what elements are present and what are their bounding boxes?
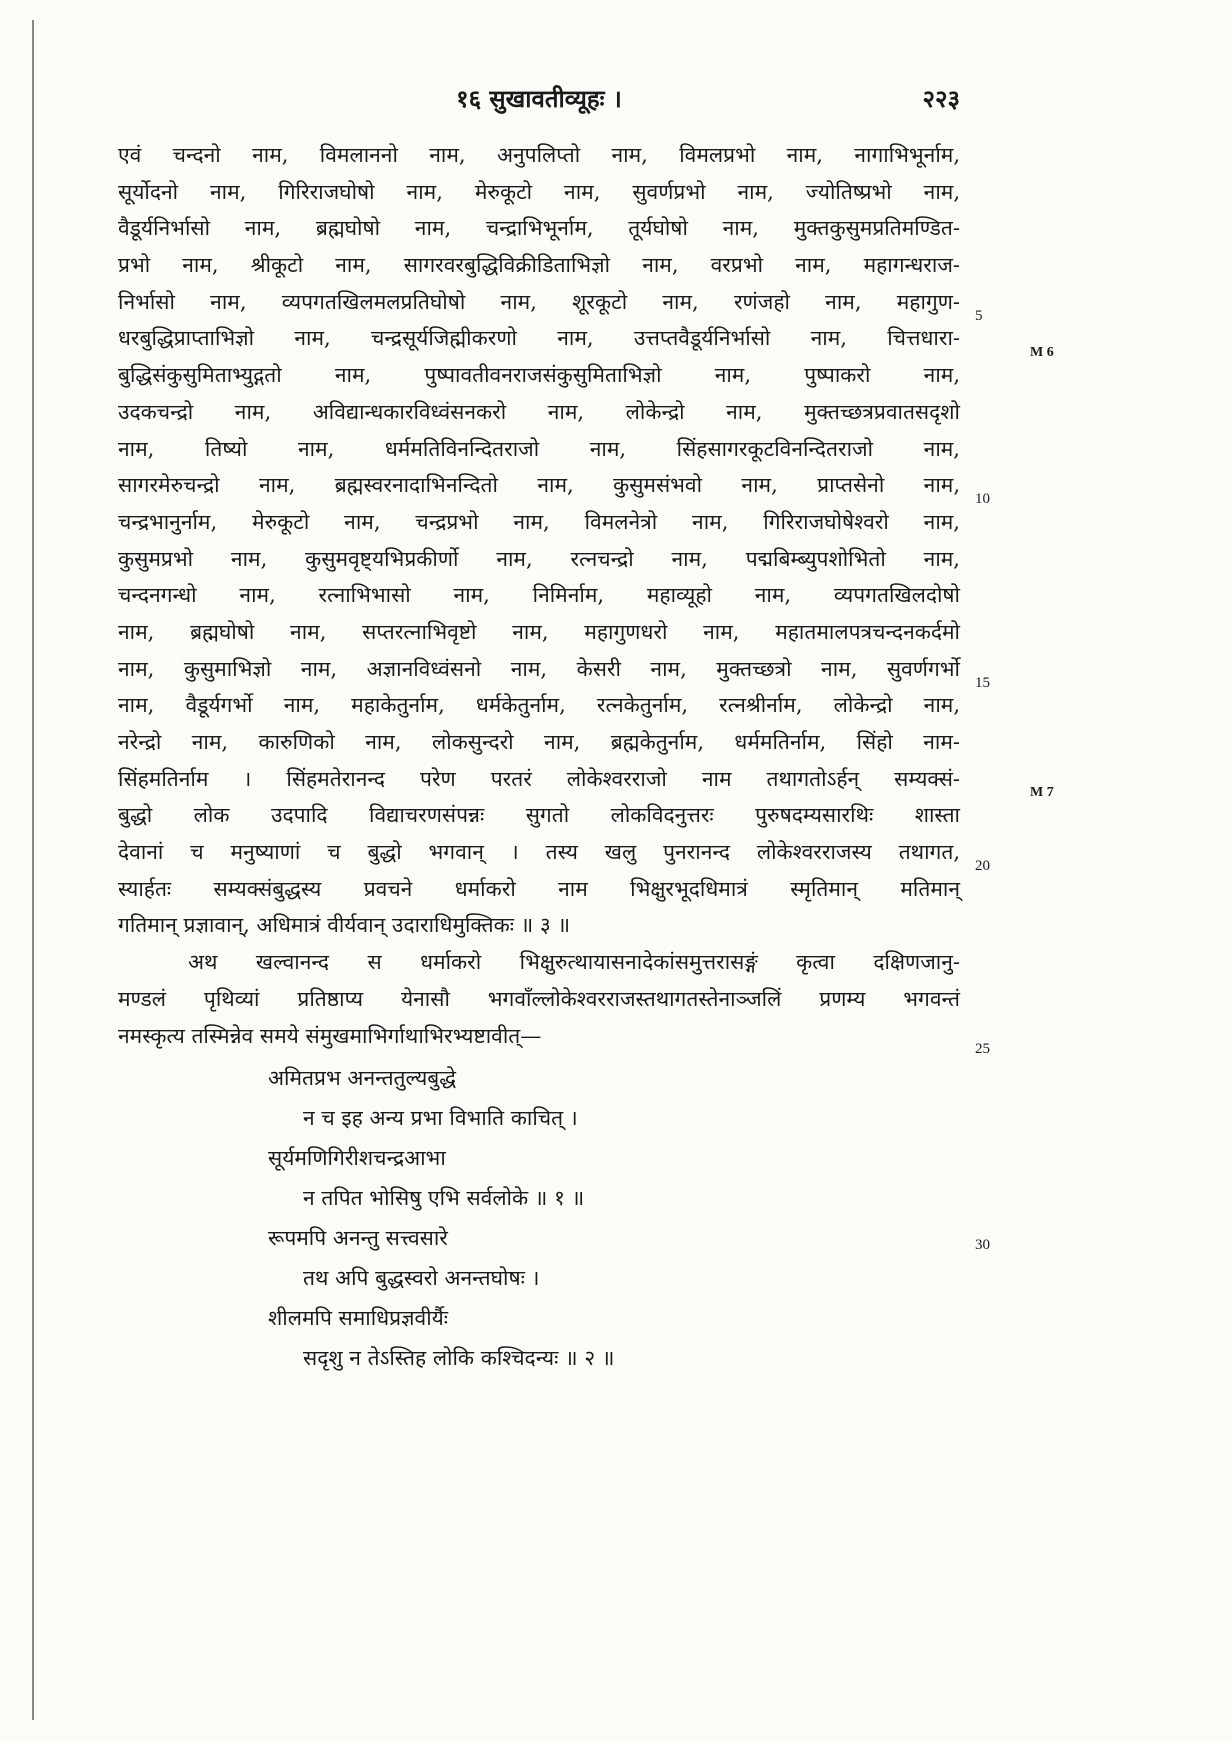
text-line: बुद्धिसंकुसुमिताभ्युद्गतो नाम, पुष्पावतीवनराजसंकुसुमिताभिज्ञो नाम, पुष्पाकरो नाम, [118,363,960,388]
text-line: बुद्धो लोक उदपादि विद्याचरणसंपन्नः सुगतो लोकविदनुत्तरः पुरुषदम्यसारथिः शास्ता [118,803,960,828]
text-line: एवं चन्दनो नाम, विमलाननो नाम, अनुपलिप्तो नाम, विमलप्रभो नाम, नागाभिभूर्नाम, [118,143,960,167]
margin-note-m7: M 7 [1030,785,1054,800]
prose-body [118,137,960,1054]
text-line: निर्भासो नाम, व्यपगतखिलमलप्रतिघोषो नाम, शूरकूटो नाम, रणंजहो नाम, महागुण- [118,289,960,314]
verse-line: न तपित भोसिषु एभि सर्वलोके ॥ १ ॥ [303,1186,585,1210]
text-line: नरेन्द्रो नाम, कारुणिको नाम, लोकसुन्दरो नाम, ब्रह्मकेतुर्नाम, धर्ममतिर्नाम, सिंहो नाम- [118,730,960,754]
page-number: २२३ [922,84,960,113]
text-line: उदकचन्द्रो नाम, अविद्यान्धकारविध्वंसनकरो नाम, लोकेन्द्रो नाम, मुक्तच्छत्रप्रवातसदृशो [118,399,960,424]
text-line: चन्दनगन्धो नाम, रत्नाभिभासो नाम, निमिर्नाम, महाव्यूहो नाम, व्यपगतखिलदोषो [118,583,960,608]
text-line: नाम, तिष्यो नाम, धर्ममतिविनन्दितराजो नाम, सिंहसागरकूटविनन्दितराजो नाम, [118,436,960,461]
text-line: चन्द्रभानुर्नाम, मेरुकूटो नाम, चन्द्रप्रभो नाम, विमलनेत्रो नाम, गिरिराजघोषेश्वरो नाम, [118,509,960,534]
text-line: सूर्योदनो नाम, गिरिराजघोषो नाम, मेरुकूटो नाम, सुवर्णप्रभो नाम, ज्योतिष्प्रभो नाम, [118,179,960,204]
text-line: देवानां च मनुष्याणां च बुद्धो भगवान् । तस्य खलु पुनरानन्द लोकेश्वरराजस्य तथागत, [118,840,960,865]
text-line: नाम, वैडूर्यगर्भो नाम, महाकेतुर्नाम, धर्मकेतुर्नाम, रत्नकेतुर्नाम, रत्नश्रीर्नाम, लोकेन्द्रो नाम, [118,693,960,718]
verse-line: शीलमपि समाधिप्रज्ञवीर्यैः [268,1306,449,1330]
text-line: नाम, ब्रह्मघोषो नाम, सप्तरत्नाभिवृष्टो नाम, महागुणधरो नाम, महातमालपत्रचन्दनकर्दमो [118,619,960,644]
text-line: नमस्कृत्य तस्मिन्नेव समये संमुखमाभिर्गाथाभिरभ्यष्टावीत्— [118,1023,542,1048]
header-title: १६ सुखावतीव्यूहः । [456,84,622,113]
verse-line: सूर्यमणिगिरीशचन्द्रआभा [268,1146,446,1170]
verse-line: अमितप्रभ अनन्ततुल्यबुद्धे [268,1066,457,1090]
text-line: धरबुद्धिप्राप्ताभिज्ञो नाम, चन्द्रसूर्यजिह्मीकरणो नाम, उत्तप्तवैडूर्यनिर्भासो नाम, चित्तधारा- [118,326,960,351]
line-number-25: 25 [975,1041,990,1057]
text-line: कुसुमप्रभो नाम, कुसुमवृष्ट्यभिप्रकीर्णो नाम, रत्नचन्द्रो नाम, पद्मबिम्ब्युपशोभितो नाम, [118,546,960,571]
text-line: नाम, कुसुमाभिज्ञो नाम, अज्ञानविध्वंसनो नाम, केसरी नाम, मुक्तच्छत्रो नाम, सुवर्णगर्भो [118,656,960,681]
verse-line: रूपमपि अनन्तु सत्त्वसारे [268,1226,448,1250]
text-line: मण्डलं पृथिव्यां प्रतिष्ठाप्य येनासौ भगवाँल्लोकेश्वरराजस्तथागतस्तेनाञ्जलिं प्रणम्य भगवन्तं [118,986,960,1011]
line-number-5: 5 [975,308,983,324]
text-line: अथ खल्वानन्द स धर्माकरो भिक्षुरुत्थायासनादेकांसमुत्तरासङ्गं कृत्वा दक्षिणजानु- [188,950,960,975]
line-number-15: 15 [975,675,990,691]
running-header [118,82,960,118]
verse-block [118,1058,960,1378]
verse-line: सदृशु न तेऽस्तिह लोकि कश्चिदन्यः ॥ २ ॥ [303,1346,615,1370]
page-edge-rule [32,20,34,1720]
line-number-30: 30 [975,1237,990,1253]
text-line: सिंहमतिर्नाम । सिंहमतेरानन्द परेण परतरं लोकेश्वरराजो नाम तथागतोऽर्हन् सम्यक्सं- [118,766,960,791]
margin-note-m6: M 6 [1030,345,1054,360]
text-line: प्रभो नाम, श्रीकूटो नाम, सागरवरबुद्धिविक्रीडिताभिज्ञो नाम, वरप्रभो नाम, महागन्धराज- [118,253,960,278]
verse-line: तथ अपि बुद्धस्वरो अनन्तघोषः । [303,1266,540,1290]
text-line: वैडूर्यनिर्भासो नाम, ब्रह्मघोषो नाम, चन्द्राभिभूर्नाम, तूर्यघोषो नाम, मुक्तकुसुमप्रतिमण्डित- [118,216,960,241]
line-number-20: 20 [975,858,990,874]
line-number-10: 10 [975,491,990,507]
text-line: स्यार्हतः सम्यक्संबुद्धस्य प्रवचने धर्माकरो नाम भिक्षुरभूदधिमात्रं स्मृतिमान् मतिमान् [118,876,960,901]
verse-line: न च इह अन्य प्रभा विभाति काचित् । [303,1106,578,1130]
text-line: सागरमेरुचन्द्रो नाम, ब्रह्मस्वरनादाभिनन्दितो नाम, कुसुमसंभवो नाम, प्राप्तसेनो नाम, [118,473,960,498]
text-line: गतिमान् प्रज्ञावान्, अधिमात्रं वीर्यवान् उदाराधिमुक्तिकः ॥ ३ ॥ [118,913,571,938]
